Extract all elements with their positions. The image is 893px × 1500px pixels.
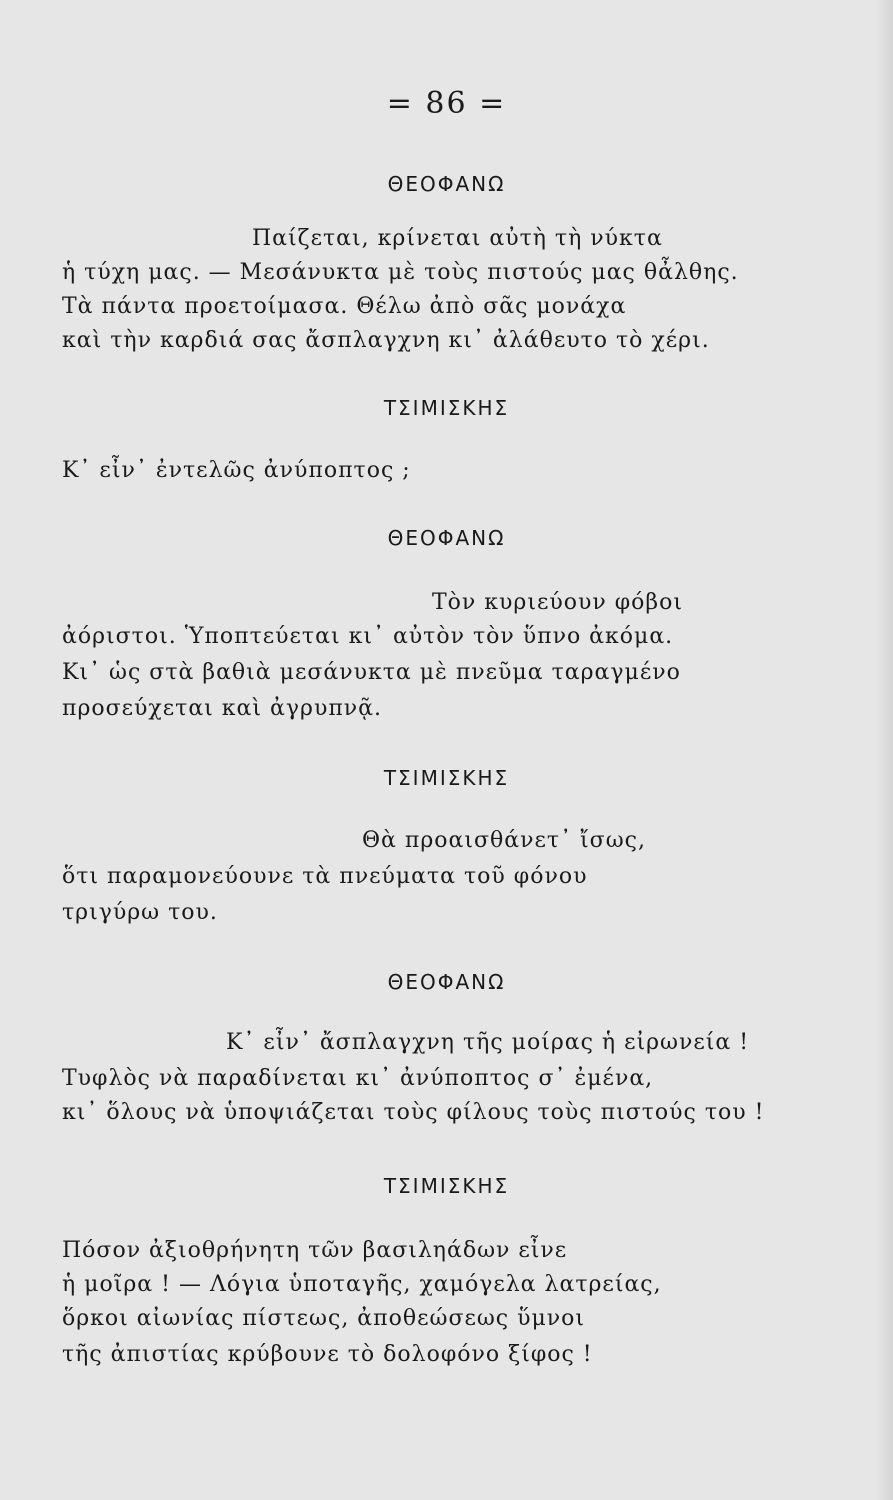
- page-edge-shadow: [875, 0, 893, 1500]
- verse-line: τριγύρω του.: [62, 900, 218, 925]
- speaker-name: ΤΣΙΜΙΣΚΗΣ: [383, 1174, 510, 1198]
- verse-line: τῆς ἀπιστίας κρύβουνε τὸ δολοφόνο ξίφος !: [62, 1342, 593, 1367]
- verse-line: καὶ τὴν καρδιά σας ἄσπλαγχνη κι᾽ ἀλάθευτο τὸ χέρι.: [62, 328, 710, 353]
- verse-line: Παίζεται, κρίνεται αὐτὴ τὴ νύκτα: [252, 226, 663, 251]
- verse-line: ἡ τύχη μας. — Μεσάνυκτα μὲ τοὺς πιστούς μας θἆλθης.: [62, 260, 739, 285]
- verse-line: προσεύχεται καὶ ἀγρυπνᾷ.: [62, 696, 383, 721]
- verse-line: Κ᾽ εἶν᾽ ἄσπλαγχνη τῆς μοίρας ἡ εἰρωνεία !: [226, 1030, 750, 1055]
- verse-line: ὅτι παραμονεύουνε τὰ πνεύματα τοῦ φόνου: [62, 864, 588, 889]
- verse-line: ἡ μοῖρα ! — Λόγια ὑποταγῆς, χαμόγελα λατρείας,: [62, 1272, 662, 1297]
- speaker-name: ΘΕΟΦΑΝΩ: [387, 970, 506, 994]
- verse-line: Τὸν κυριεύουν φόβοι: [432, 590, 683, 615]
- verse-line: ἀόριστοι. Ὑποπτεύεται κι᾽ αὐτὸν τὸν ὕπνο ἀκόμα.: [62, 624, 674, 649]
- verse-line: Θὰ προαισθάνετ᾽ ἴσως,: [362, 828, 646, 853]
- speaker-name: ΤΣΙΜΙΣΚΗΣ: [383, 766, 510, 790]
- verse-line: Τυφλὸς νὰ παραδίνεται κι᾽ ἀνύποπτος σ᾽ ἐμένα,: [62, 1066, 654, 1091]
- speaker-name: ΘΕΟΦΑΝΩ: [387, 526, 506, 550]
- verse-line: Κ᾽ εἶν᾽ ἐντελῶς ἀνύποπτος ;: [62, 458, 411, 483]
- speaker-name: ΘΕΟΦΑΝΩ: [387, 172, 506, 196]
- speaker-name: ΤΣΙΜΙΣΚΗΣ: [383, 396, 510, 420]
- verse-line: Πόσον ἀξιοθρήνητη τῶν βασιληάδων εἶνε: [62, 1238, 568, 1263]
- verse-line: ὅρκοι αἰωνίας πίστεως, ἀποθεώσεως ὕμνοι: [62, 1306, 586, 1331]
- page-number: = 86 =: [386, 86, 507, 121]
- verse-line: Κι᾽ ὡς στὰ βαθιὰ μεσάνυκτα μὲ πνεῦμα ταραγμένο: [62, 660, 681, 685]
- verse-line: κι᾽ ὅλους νὰ ὑποψιάζεται τοὺς φίλους τοὺς πιστούς του !: [62, 1100, 765, 1125]
- verse-line: Τὰ πάντα προετοίμασα. Θέλω ἀπὸ σᾶς μονάχα: [62, 294, 627, 319]
